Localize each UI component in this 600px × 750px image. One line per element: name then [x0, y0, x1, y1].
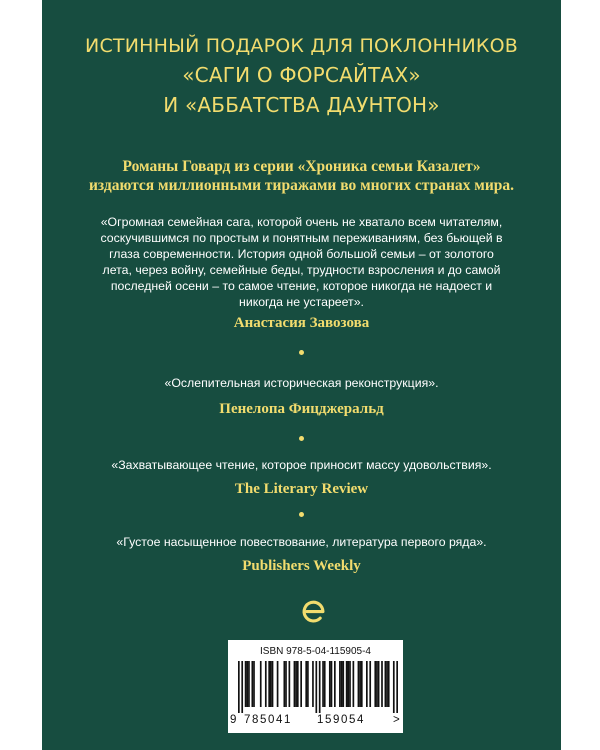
barcode-bar: [277, 661, 279, 707]
headline-line-2: «САГИ О ФОРСАЙТАХ»: [182, 63, 421, 87]
barcode-bar: [312, 661, 314, 707]
barcode-bar: [297, 661, 299, 707]
barcode-digits: [230, 714, 401, 728]
barcode-bar: [283, 661, 285, 707]
barcode-bar: [270, 661, 272, 707]
barcode-bar: [245, 661, 247, 707]
review-quote-line: глаза современности. История одной большой семьи – от золотого: [109, 247, 494, 261]
review-quote-1: [82, 214, 521, 310]
review-quote-line: «Захватывающее чтение, которое приносит массу удовольствия».: [111, 458, 492, 472]
barcode-bar: [241, 661, 243, 713]
barcode-bar: [376, 661, 378, 707]
barcode-bar: [369, 661, 371, 707]
barcode-bar: [385, 661, 387, 707]
barcode-bar: [307, 661, 309, 707]
barcode-arrow: >: [393, 714, 400, 726]
barcode-bar: [358, 661, 360, 707]
barcode-bar: [329, 661, 331, 707]
barcode-bar: [260, 661, 262, 707]
barcode-bar: [346, 661, 348, 707]
back-cover: [42, 0, 561, 750]
barcode-bar: [294, 661, 296, 707]
barcode-bar: [341, 661, 343, 707]
review-author-4: Publishers Weekly: [242, 558, 361, 574]
barcode-bar: [285, 661, 287, 707]
review-quote-line: лета, через войну, семейные беды, трудности взросления и до самой: [102, 263, 501, 277]
review-author-2: Пенелопа Фицджеральд: [219, 401, 384, 417]
barcode-digits-right: 159054: [317, 714, 365, 726]
review-quote-line: «Ослепительная историческая реконструкция».: [164, 376, 439, 390]
barcode-bar: [248, 661, 250, 707]
barcode-bar: [315, 661, 317, 713]
barcode-bar: [289, 661, 291, 707]
barcode-bar: [381, 661, 383, 707]
barcode-bar: [374, 661, 376, 707]
intro-line-2: издаются миллионными тиражами во многих странах мира.: [88, 177, 515, 194]
barcode-bar: [386, 661, 388, 707]
barcode-digits-left: 785041: [244, 714, 292, 726]
review-quote-line: «Густое насыщенное повествование, литература первого ряда».: [116, 535, 487, 549]
review-author-1: Анастасия Завозова: [233, 315, 370, 331]
barcode-bar: [268, 661, 270, 707]
barcode-bar: [334, 661, 336, 707]
barcode-bar: [349, 661, 351, 707]
review-quote-line: соскучившимся по простым и понятным переживаниям, без бьющей в: [100, 231, 503, 245]
barcode-bar: [265, 661, 267, 707]
barcode-bar: [353, 661, 355, 707]
barcode-bar: [251, 661, 253, 707]
review-quote-line: никогда не устареет».: [239, 295, 364, 309]
separator-dot: [299, 512, 304, 517]
barcode-bar: [322, 661, 324, 707]
barcode-bar: [342, 661, 344, 707]
intro-line-1: Романы Говард из серии «Хроника семьи Казалет»: [122, 158, 481, 175]
barcode-bar: [347, 661, 349, 707]
headline-line-1: ИСТИННЫЙ ПОДАРОК ДЛЯ ПОКЛОННИКОВ: [85, 35, 518, 57]
review-quote-line: последней осени – то самое чтение, которое никогда не надоест и: [110, 279, 493, 293]
barcode-bar: [253, 661, 255, 707]
barcode-bar: [305, 661, 307, 707]
barcode-bar: [361, 661, 363, 707]
separator-dot: [299, 350, 304, 355]
barcode-bar: [319, 661, 321, 713]
barcode-bar: [388, 661, 390, 707]
barcode-bar: [324, 661, 326, 707]
barcode-bar: [246, 661, 248, 707]
barcode-bar: [339, 661, 341, 707]
review-quote-4: [82, 534, 521, 550]
barcode-bar: [378, 661, 380, 707]
barcode-bar: [272, 661, 274, 707]
review-quote-2: [82, 375, 521, 391]
barcode-bar: [396, 661, 398, 713]
barcode: [238, 661, 398, 713]
barcode-bar: [366, 661, 368, 707]
barcode-bar: [295, 661, 297, 707]
separator-dot: [299, 436, 304, 441]
review-quote-3: [82, 457, 521, 473]
barcode-box: [228, 640, 403, 733]
barcode-bar: [359, 661, 361, 707]
barcode-bar: [331, 661, 333, 707]
eksmo-logo-icon: [301, 599, 326, 624]
barcode-digit-first: 9: [230, 714, 237, 726]
review-author-3: The Literary Review: [234, 481, 369, 497]
review-quote-line: «Огромная семейная сага, которой очень не хватало всем читателям,: [100, 215, 503, 229]
barcode-bar: [300, 661, 302, 707]
barcode-bar: [393, 661, 395, 713]
isbn-text: ISBN 978-5-04-115905-4: [260, 646, 371, 657]
barcode-bar: [238, 661, 240, 713]
headline-line-3: И «АББАТСТВА ДАУНТОН»: [163, 93, 440, 117]
